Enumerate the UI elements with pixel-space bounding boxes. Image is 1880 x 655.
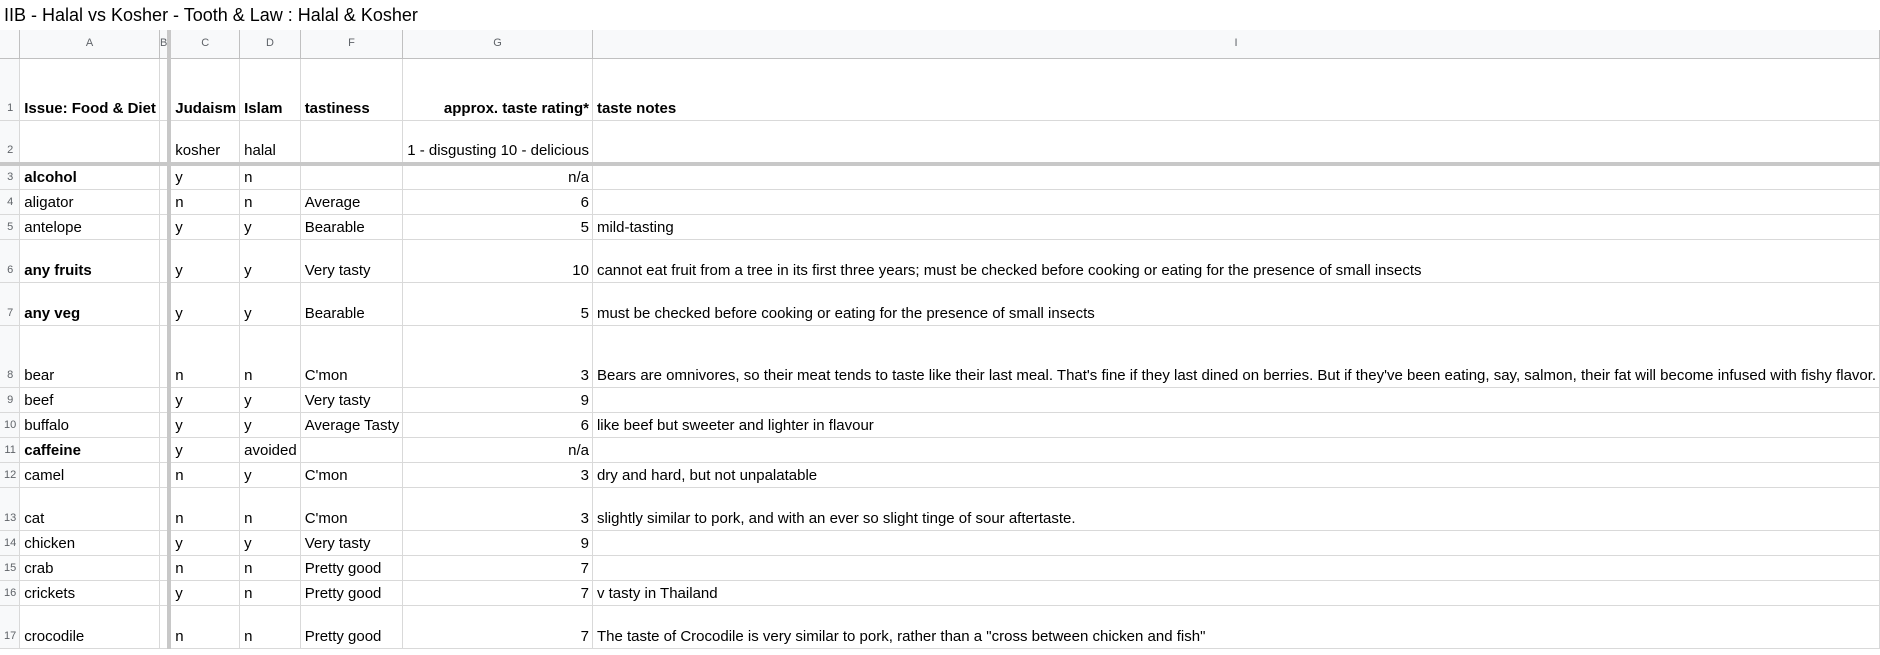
row-number[interactable]: 13 xyxy=(0,487,20,530)
cell-d[interactable]: n xyxy=(240,605,301,648)
cell-i[interactable]: The taste of Crocodile is very similar to pork, rather than a "cross between chicken and fish" xyxy=(592,605,1879,648)
cell-c[interactable]: y xyxy=(169,580,239,605)
cell-g[interactable]: 1 - disgusting 10 - delicious xyxy=(403,120,593,164)
row-number[interactable]: 10 xyxy=(0,412,20,437)
cell-f[interactable] xyxy=(300,120,403,164)
column-header-c[interactable]: C xyxy=(169,30,239,58)
cell-i[interactable] xyxy=(592,530,1879,555)
cell-a[interactable]: cat xyxy=(20,487,160,530)
cell-b[interactable] xyxy=(159,412,169,437)
cell-a[interactable]: caffeine xyxy=(20,437,160,462)
cell-c[interactable]: n xyxy=(169,605,239,648)
cell-c[interactable]: y xyxy=(169,387,239,412)
cell-a[interactable] xyxy=(20,120,160,164)
cell-c[interactable]: n xyxy=(169,325,239,387)
cell-i[interactable]: mild-tasting xyxy=(592,214,1879,239)
row-number[interactable]: 7 xyxy=(0,282,20,325)
cell-f[interactable]: tastiness xyxy=(300,58,403,120)
table-row xyxy=(0,239,1880,282)
cell-d[interactable]: n xyxy=(240,189,301,214)
cell-a[interactable]: crickets xyxy=(20,580,160,605)
cell-b[interactable] xyxy=(159,580,169,605)
cell-g[interactable]: 3 xyxy=(403,462,593,487)
table-row xyxy=(0,555,1880,580)
cell-f[interactable]: Average xyxy=(300,189,403,214)
row-number[interactable]: 2 xyxy=(0,120,20,164)
cell-g[interactable]: 7 xyxy=(403,555,593,580)
window-title: IIB - Halal vs Kosher - Tooth & Law : Halal & Kosher xyxy=(0,0,1200,30)
cell-f[interactable]: Bearable xyxy=(300,282,403,325)
cell-i[interactable]: cannot eat fruit from a tree in its first three years; must be checked before cooking or eating for the presence of small insects xyxy=(592,239,1879,282)
cell-a[interactable]: camel xyxy=(20,462,160,487)
cell-c[interactable]: n xyxy=(169,555,239,580)
cell-c[interactable]: y xyxy=(169,214,239,239)
row-number[interactable]: 3 xyxy=(0,164,20,189)
cell-c[interactable]: kosher xyxy=(169,120,239,164)
cell-a[interactable]: chicken xyxy=(20,530,160,555)
cell-g[interactable]: 6 xyxy=(403,412,593,437)
cell-g[interactable]: 9 xyxy=(403,387,593,412)
cell-a[interactable]: buffalo xyxy=(20,412,160,437)
table-row xyxy=(0,580,1880,605)
cell-b[interactable] xyxy=(159,164,169,189)
cell-i[interactable]: like beef but sweeter and lighter in flavour xyxy=(592,412,1879,437)
cell-b[interactable] xyxy=(159,282,169,325)
cell-b[interactable] xyxy=(159,605,169,648)
cell-i[interactable]: Bears are omnivores, so their meat tends to taste like their last meal. That's fine if they last dined on berries. But if they've been eating, say, salmon, their fat will become infused with fishy flavor. xyxy=(592,325,1879,387)
cell-f[interactable]: C'mon xyxy=(300,462,403,487)
cell-g[interactable]: 3 xyxy=(403,325,593,387)
cell-g[interactable]: 7 xyxy=(403,580,593,605)
cell-c[interactable]: y xyxy=(169,530,239,555)
row-number[interactable]: 11 xyxy=(0,437,20,462)
cell-b[interactable] xyxy=(159,462,169,487)
cell-g[interactable]: 6 xyxy=(403,189,593,214)
cell-b[interactable] xyxy=(159,530,169,555)
cell-i[interactable] xyxy=(592,437,1879,462)
table-row xyxy=(0,462,1880,487)
cell-g[interactable]: 7 xyxy=(403,605,593,648)
cell-d[interactable]: Islam xyxy=(240,58,301,120)
cell-a[interactable]: any veg xyxy=(20,282,160,325)
cell-d[interactable]: y xyxy=(240,387,301,412)
cell-d[interactable]: n xyxy=(240,325,301,387)
cell-b[interactable] xyxy=(159,58,169,120)
row-number[interactable]: 6 xyxy=(0,239,20,282)
cell-i[interactable] xyxy=(592,387,1879,412)
cell-c[interactable]: y xyxy=(169,164,239,189)
cell-d[interactable]: y xyxy=(240,214,301,239)
cell-f[interactable]: C'mon xyxy=(300,487,403,530)
row-number[interactable]: 9 xyxy=(0,387,20,412)
cell-b[interactable] xyxy=(159,239,169,282)
header-row-2 xyxy=(0,120,1880,164)
cell-c[interactable]: n xyxy=(169,189,239,214)
cell-f[interactable]: Bearable xyxy=(300,214,403,239)
cell-g[interactable]: 3 xyxy=(403,487,593,530)
cell-a[interactable]: beef xyxy=(20,387,160,412)
cell-d[interactable]: y xyxy=(240,412,301,437)
cell-i[interactable]: must be checked before cooking or eating for the presence of small insects xyxy=(592,282,1879,325)
cell-f[interactable]: Pretty good xyxy=(300,580,403,605)
cell-c[interactable]: y xyxy=(169,412,239,437)
cell-f[interactable]: Very tasty xyxy=(300,387,403,412)
cell-c[interactable]: n xyxy=(169,487,239,530)
cell-f[interactable] xyxy=(300,437,403,462)
table-row xyxy=(0,214,1880,239)
cell-f[interactable]: Pretty good xyxy=(300,605,403,648)
table-row xyxy=(0,530,1880,555)
cell-d[interactable]: n xyxy=(240,164,301,189)
cell-b[interactable] xyxy=(159,214,169,239)
cell-b[interactable] xyxy=(159,437,169,462)
column-header-row xyxy=(0,30,1880,58)
table-row xyxy=(0,325,1880,387)
cell-g[interactable]: n/a xyxy=(403,164,593,189)
cell-g[interactable]: approx. taste rating* xyxy=(403,58,593,120)
table-row xyxy=(0,189,1880,214)
cell-a[interactable]: bear xyxy=(20,325,160,387)
cell-c[interactable]: Judaism xyxy=(169,58,239,120)
column-header-i[interactable]: I xyxy=(592,30,1879,58)
row-number[interactable]: 1 xyxy=(0,58,20,120)
cell-a[interactable]: Issue: Food & Diet xyxy=(20,58,160,120)
cell-i[interactable]: taste notes xyxy=(592,58,1879,120)
cell-b[interactable] xyxy=(159,555,169,580)
cell-d[interactable]: y xyxy=(240,282,301,325)
row-number[interactable]: 8 xyxy=(0,325,20,387)
cell-g[interactable]: 5 xyxy=(403,214,593,239)
cell-g[interactable]: n/a xyxy=(403,437,593,462)
row-number[interactable]: 16 xyxy=(0,580,20,605)
row-number[interactable]: 5 xyxy=(0,214,20,239)
cell-i[interactable]: v tasty in Thailand xyxy=(592,580,1879,605)
column-header-g[interactable]: G xyxy=(403,30,593,58)
cell-i[interactable] xyxy=(592,120,1879,164)
row-number[interactable]: 4 xyxy=(0,189,20,214)
cell-c[interactable]: y xyxy=(169,437,239,462)
cell-d[interactable]: avoided xyxy=(240,437,301,462)
cell-g[interactable]: 5 xyxy=(403,282,593,325)
row-number[interactable]: 12 xyxy=(0,462,20,487)
column-header-b[interactable]: B xyxy=(159,30,169,58)
row-number[interactable]: 14 xyxy=(0,530,20,555)
cell-b[interactable] xyxy=(159,387,169,412)
cell-d[interactable]: halal xyxy=(240,120,301,164)
cell-i[interactable] xyxy=(592,164,1879,189)
table-row xyxy=(0,282,1880,325)
table-row xyxy=(0,437,1880,462)
table-row xyxy=(0,164,1880,189)
column-header-f[interactable]: F xyxy=(300,30,403,58)
cell-c[interactable]: y xyxy=(169,239,239,282)
row-number[interactable]: 15 xyxy=(0,555,20,580)
cell-f[interactable]: Very tasty xyxy=(300,530,403,555)
cell-f[interactable]: C'mon xyxy=(300,325,403,387)
select-all-corner[interactable] xyxy=(0,30,20,58)
cell-i[interactable] xyxy=(592,189,1879,214)
cell-i[interactable] xyxy=(592,555,1879,580)
cell-b[interactable] xyxy=(159,325,169,387)
cell-i[interactable]: dry and hard, but not unpalatable xyxy=(592,462,1879,487)
cell-g[interactable]: 10 xyxy=(403,239,593,282)
column-header-a[interactable]: A xyxy=(20,30,160,58)
cell-d[interactable]: y xyxy=(240,462,301,487)
cell-f[interactable]: Very tasty xyxy=(300,239,403,282)
cell-g[interactable]: 9 xyxy=(403,530,593,555)
cell-i[interactable]: slightly similar to pork, and with an ever so slight tinge of sour aftertaste. xyxy=(592,487,1879,530)
cell-a[interactable]: crocodile xyxy=(20,605,160,648)
cell-b[interactable] xyxy=(159,487,169,530)
cell-d[interactable]: y xyxy=(240,239,301,282)
cell-d[interactable]: n xyxy=(240,555,301,580)
cell-b[interactable] xyxy=(159,120,169,164)
header-row-1 xyxy=(0,58,1880,120)
table-row xyxy=(0,387,1880,412)
column-header-d[interactable]: D xyxy=(240,30,301,58)
cell-a[interactable]: crab xyxy=(20,555,160,580)
cell-f[interactable]: Pretty good xyxy=(300,555,403,580)
table-row xyxy=(0,487,1880,530)
cell-c[interactable]: n xyxy=(169,462,239,487)
cell-b[interactable] xyxy=(159,189,169,214)
cell-f[interactable] xyxy=(300,164,403,189)
cell-d[interactable]: y xyxy=(240,530,301,555)
cell-a[interactable]: any fruits xyxy=(20,239,160,282)
table-row xyxy=(0,412,1880,437)
row-number[interactable]: 17 xyxy=(0,605,20,648)
cell-d[interactable]: n xyxy=(240,580,301,605)
cell-a[interactable]: aligator xyxy=(20,189,160,214)
spreadsheet-grid xyxy=(0,30,1880,649)
cell-a[interactable]: antelope xyxy=(20,214,160,239)
cell-c[interactable]: y xyxy=(169,282,239,325)
cell-f[interactable]: Average Tasty xyxy=(300,412,403,437)
table-row xyxy=(0,605,1880,648)
cell-d[interactable]: n xyxy=(240,487,301,530)
cell-a[interactable]: alcohol xyxy=(20,164,160,189)
